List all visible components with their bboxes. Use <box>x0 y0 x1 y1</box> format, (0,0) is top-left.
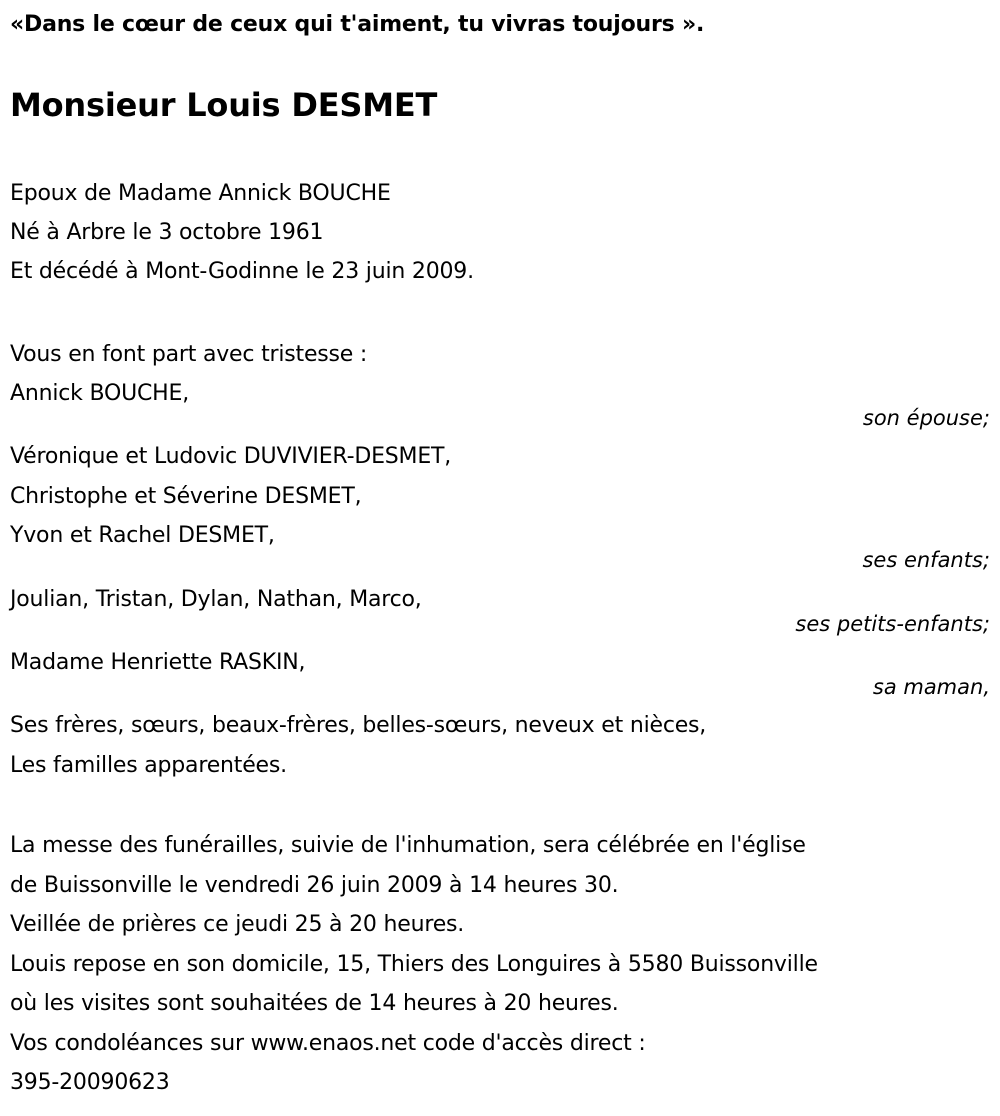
family-child: Christophe et Séverine DESMET, <box>10 484 362 509</box>
announcement-intro: Vous en font part avec tristesse : <box>10 342 368 367</box>
vigil-line: Veillée de prières ce jeudi 25 à 20 heures. <box>10 912 465 937</box>
family-child: Véronique et Ludovic DUVIVIER-DESMET, <box>10 444 452 469</box>
death-line: Et décédé à Mont-Godinne le 23 juin 2009. <box>10 259 474 284</box>
page-title: Monsieur Louis DESMET <box>10 86 438 124</box>
epigraph-quote: «Dans le cœur de ceux qui t'aiment, tu vivras toujours ». <box>10 12 705 37</box>
funeral-details-line: La messe des funérailles, suivie de l'inhumation, sera célébrée en l'église <box>10 833 806 858</box>
family-relatives: Les familles apparentées. <box>10 753 287 778</box>
condolences-line: Vos condoléances sur www.enaos.net code d'accès direct : <box>10 1031 646 1056</box>
funeral-details-line: de Buissonville le vendredi 26 juin 2009 à 14 heures 30. <box>10 873 619 898</box>
visits-line: où les visites sont souhaitées de 14 heures à 20 heures. <box>10 991 619 1016</box>
birth-line: Né à Arbre le 3 octobre 1961 <box>10 220 324 245</box>
family-mother: Madame Henriette RASKIN, <box>10 650 306 675</box>
family-child: Yvon et Rachel DESMET, <box>10 523 275 548</box>
spouse-line: Epoux de Madame Annick BOUCHE <box>10 181 391 206</box>
grandchildren-role: ses petits-enfants; <box>795 612 990 636</box>
family-spouse: Annick BOUCHE, <box>10 381 190 406</box>
family-siblings: Ses frères, sœurs, beaux-frères, belles-sœurs, neveux et nièces, <box>10 713 707 738</box>
spouse-role: son épouse; <box>862 406 990 430</box>
family-grandchildren: Joulian, Tristan, Dylan, Nathan, Marco, <box>10 587 422 612</box>
repose-line: Louis repose en son domicile, 15, Thiers des Longuires à 5580 Buissonville <box>10 952 818 977</box>
mother-role: sa maman, <box>872 675 990 699</box>
children-role: ses enfants; <box>862 548 990 572</box>
access-code: 395-20090623 <box>10 1070 170 1095</box>
